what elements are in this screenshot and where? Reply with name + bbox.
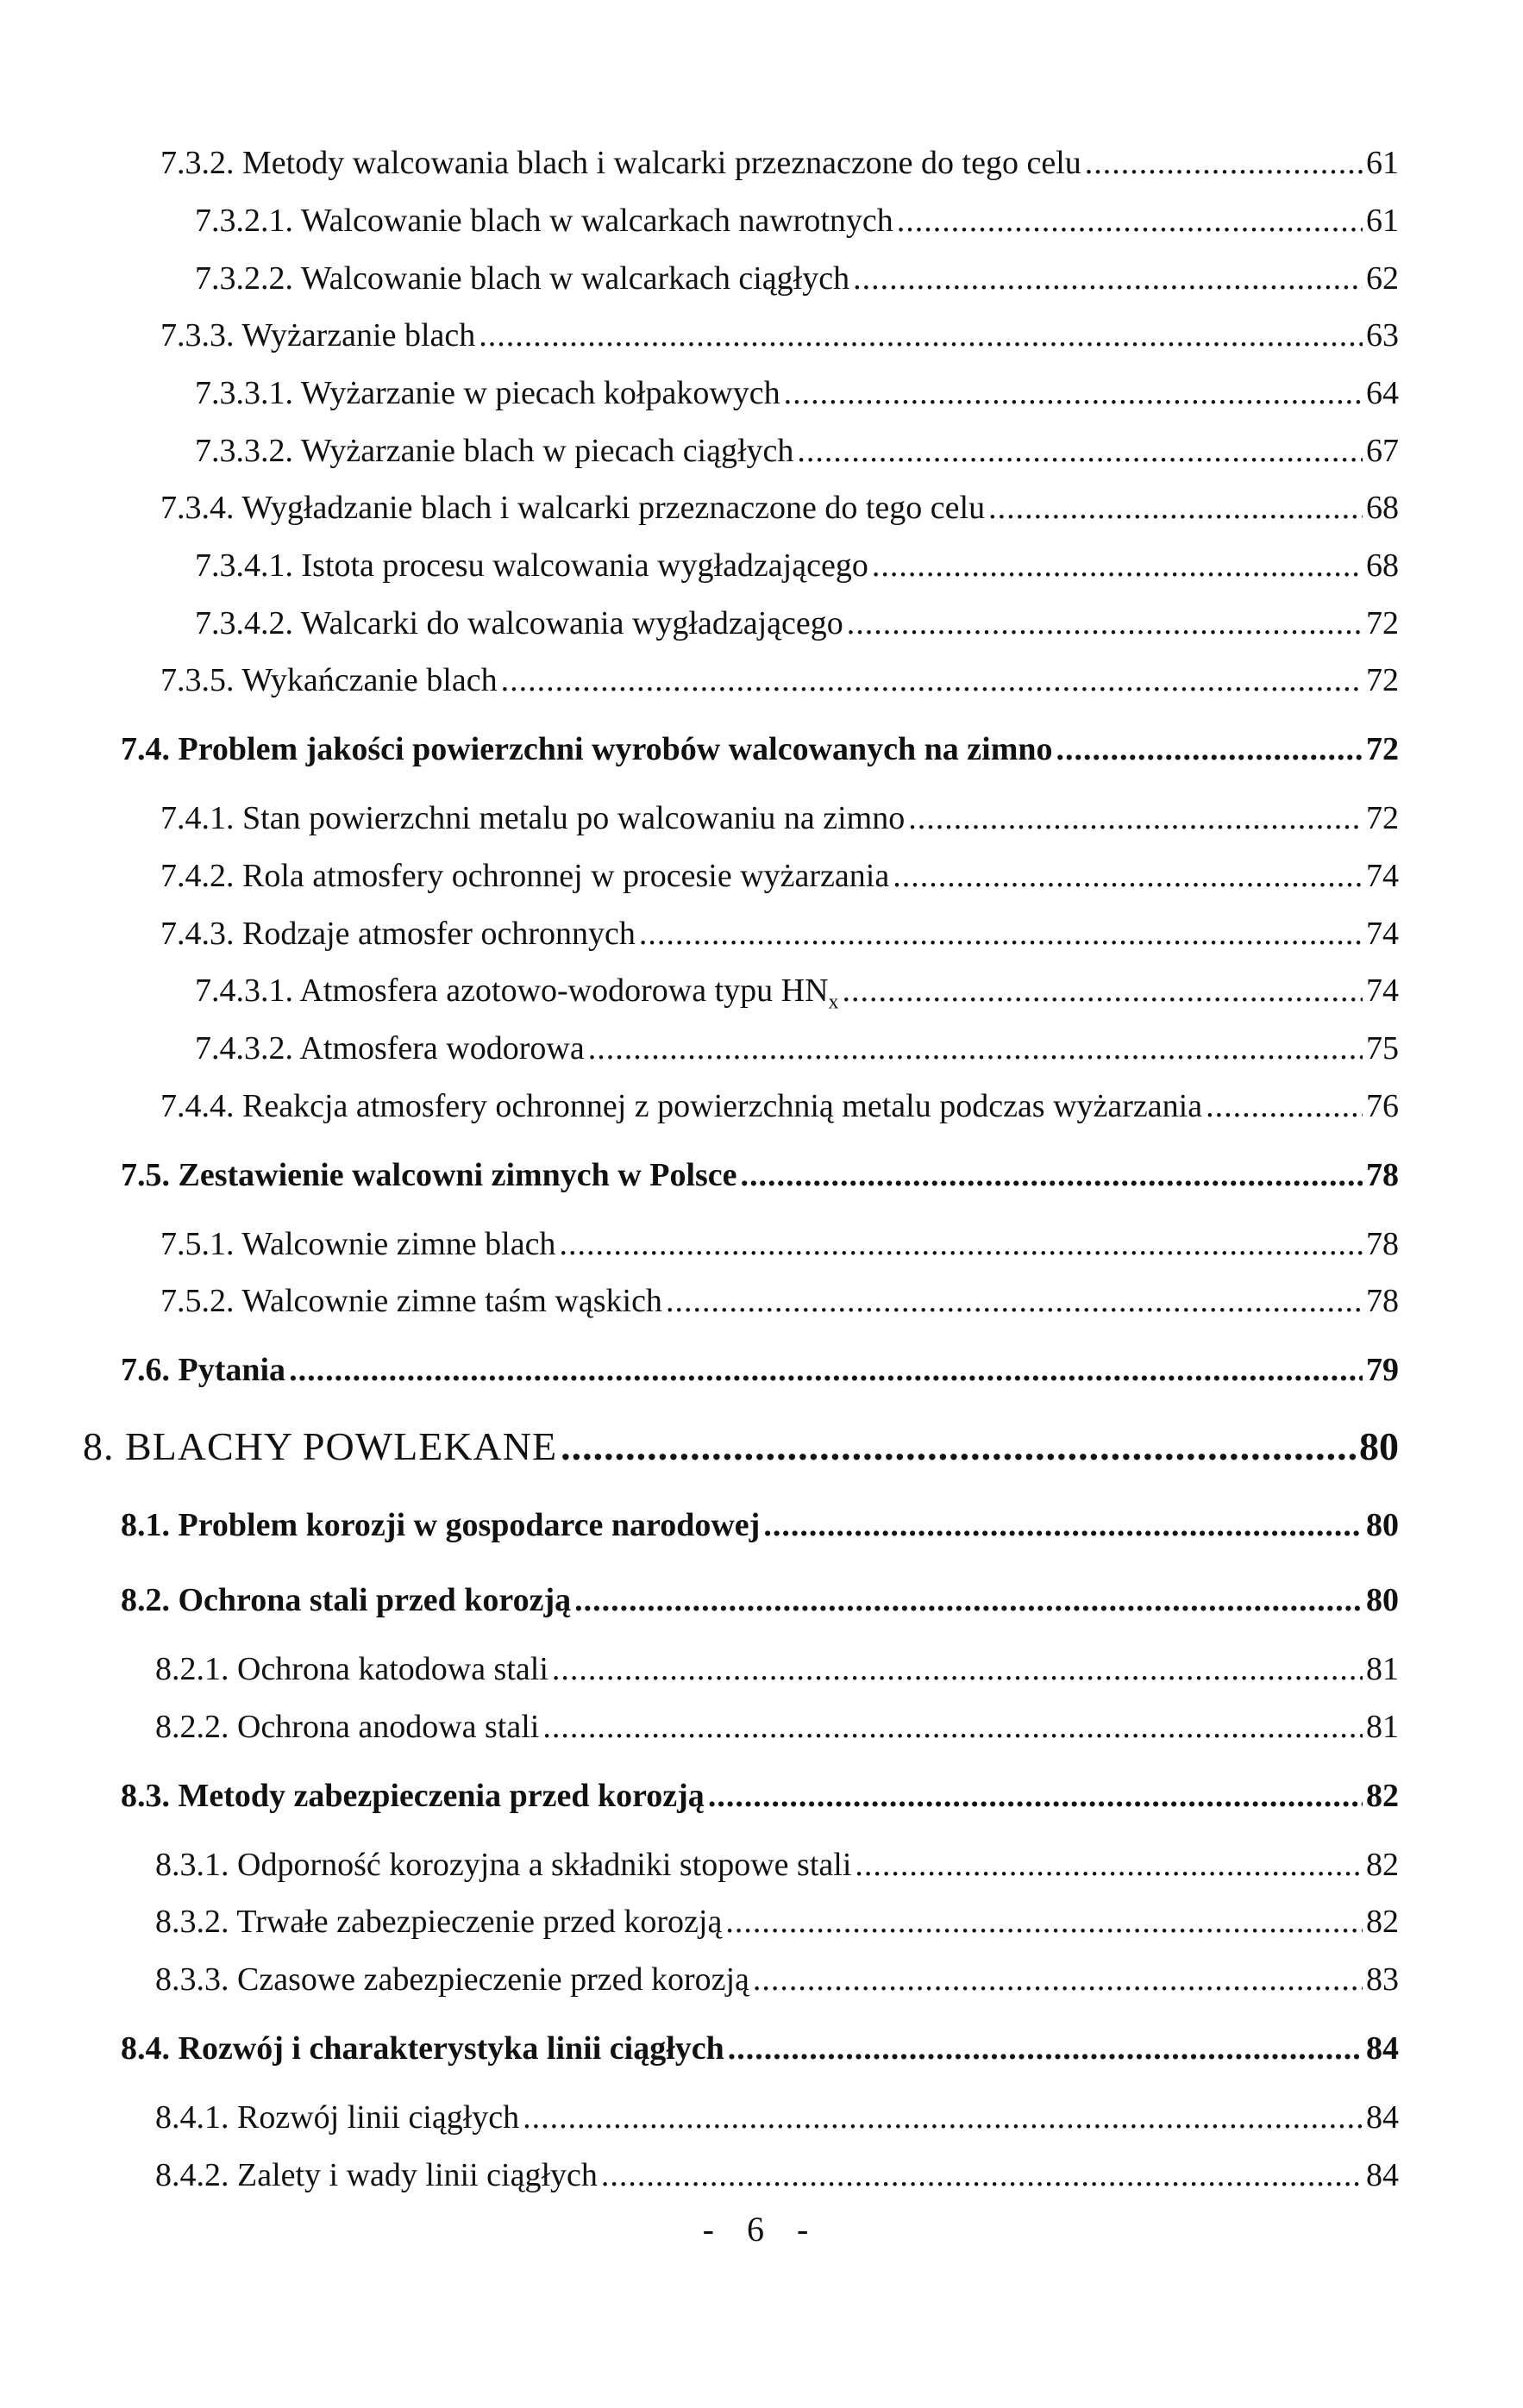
toc-entry-page: 72: [1366, 605, 1399, 641]
toc-entry: [160, 1224, 1399, 1264]
dot-leader: [893, 856, 1363, 896]
toc-chapter-label: 8. BLACHY POWLEKANE: [83, 1424, 558, 1468]
toc-entry-label: 8.2. Ochrona stali przed korozją: [121, 1582, 572, 1618]
dot-leader: [559, 1224, 1363, 1264]
toc-entry: [195, 201, 1399, 241]
toc-entry-label: 7.3.4. Wygładzanie blach i walcarki przeznaczone do tego celu: [160, 490, 986, 526]
dot-leader: [725, 1902, 1363, 1942]
dot-leader: [784, 373, 1363, 413]
toc-entry-label: 7.4. Problem jakości powierzchni wyrobów walcowanych na zimno: [121, 731, 1053, 767]
toc-section: [121, 1776, 1399, 1816]
dot-leader: [728, 2029, 1363, 2068]
toc-entry-page: 84: [1366, 2157, 1399, 2193]
toc-entry-page: 75: [1366, 1030, 1399, 1066]
toc-entry-page: 81: [1366, 1709, 1399, 1745]
toc-entry-label: 8.4.2. Zalety i wady linii ciągłych: [155, 2157, 598, 2193]
toc-section: [121, 1155, 1399, 1195]
toc-entry-page: 80: [1366, 1582, 1399, 1618]
toc-entry-label: 7.3.3.2. Wyżarzanie blach w piecach ciągłych: [195, 433, 794, 469]
toc-entry-page: 61: [1366, 145, 1399, 181]
dot-leader: [988, 488, 1363, 528]
dot-leader: [1085, 143, 1363, 183]
dot-leader: [666, 1281, 1363, 1321]
toc-entry-page: 72: [1366, 800, 1399, 836]
toc-entry: [155, 2098, 1399, 2137]
dot-leader: [897, 201, 1363, 241]
dot-leader: [561, 1423, 1356, 1471]
toc-entry: [160, 798, 1399, 838]
dot-leader: [741, 1155, 1363, 1195]
toc-entry-label: 8.4.1. Rozwój linii ciągłych: [155, 2099, 520, 2136]
page-number: - 6 -: [702, 2210, 821, 2249]
toc-entry-page: 78: [1366, 1157, 1399, 1193]
toc-entry: [160, 1086, 1399, 1126]
toc-entry: [155, 2155, 1399, 2195]
toc-entry-label: 7.3.4.1. Istota procesu walcowania wygładzającego: [195, 547, 868, 584]
toc-entry-label: 8.2.1. Ochrona katodowa stali: [155, 1651, 548, 1687]
toc-chapter: [83, 1423, 1399, 1471]
toc-entry-page: 80: [1366, 1507, 1399, 1543]
toc-entry: [195, 431, 1399, 471]
toc-entry-page: 72: [1366, 731, 1399, 767]
subscript: x: [828, 991, 839, 1014]
toc-entry-page: 76: [1366, 1088, 1399, 1124]
toc-entry: [160, 143, 1399, 183]
toc-entry-label: 7.3.4.2. Walcarki do walcowania wygładzającego: [195, 605, 843, 641]
toc-entry-label: 7.4.3. Rodzaje atmosfer ochronnych: [160, 916, 636, 952]
toc-entry: [160, 1281, 1399, 1321]
toc-entry-label: 7.3.2.1. Walcowanie blach w walcarkach nawrotnych: [195, 203, 893, 239]
toc-entry-page: 63: [1366, 317, 1399, 353]
dot-leader: [797, 431, 1363, 471]
toc-entry-label: 8.3. Metody zabezpieczenia przed korozją: [121, 1778, 705, 1814]
toc-entry: [155, 1649, 1399, 1689]
toc-entry-page: 74: [1366, 858, 1399, 894]
dot-leader: [847, 604, 1363, 643]
dot-leader: [523, 2098, 1363, 2137]
dot-leader: [552, 1649, 1363, 1689]
toc-entry-page: 79: [1366, 1352, 1399, 1388]
toc-entry-label: 7.6. Pytania: [121, 1352, 286, 1388]
toc-entry-page: 82: [1366, 1904, 1399, 1940]
toc-entry-page: 78: [1366, 1226, 1399, 1262]
dot-leader: [843, 971, 1363, 1010]
toc-entry-label: 8.3.2. Trwałe zabezpieczenie przed korozją: [155, 1904, 723, 1940]
dot-leader: [542, 1707, 1363, 1747]
toc-entry: [160, 488, 1399, 528]
toc-entry-page: 82: [1366, 1778, 1399, 1814]
dot-leader: [855, 1845, 1363, 1885]
toc-entry: [195, 259, 1399, 298]
toc-entry-label: 7.4.2. Rola atmosfery ochronnej w procesie wyżarzania: [160, 858, 890, 894]
toc-entry-page: 78: [1366, 1283, 1399, 1319]
dot-leader: [479, 316, 1363, 355]
toc-section: [121, 1580, 1399, 1620]
toc-entry: [155, 1960, 1399, 1999]
dot-leader: [501, 660, 1363, 700]
toc-entry-label: 7.5.2. Walcownie zimne taśm wąskich: [160, 1283, 662, 1319]
toc-entry-page: 84: [1366, 2030, 1399, 2067]
toc-entry-page: 81: [1366, 1651, 1399, 1687]
toc-entry-page: 84: [1366, 2099, 1399, 2136]
toc-entry: [195, 546, 1399, 585]
toc-entry-label: 7.4.3.1. Atmosfera azotowo-wodorowa typu $HN_x$: [195, 973, 839, 1014]
dot-leader: [574, 1580, 1363, 1620]
toc-entry-page: 61: [1366, 203, 1399, 239]
toc-entry: [195, 1029, 1399, 1068]
toc-entry-label: 7.4.4. Reakcja atmosfery ochronnej z powierzchnią metalu podczas wyżarzania: [160, 1088, 1203, 1124]
toc-section: [121, 729, 1399, 769]
toc-entry: [155, 1707, 1399, 1747]
dot-leader: [853, 259, 1363, 298]
toc-entry: [195, 373, 1399, 413]
dot-leader: [588, 1029, 1363, 1068]
dot-leader: [763, 1505, 1363, 1545]
toc-entry-label: 7.3.5. Wykańczanie blach: [160, 662, 498, 698]
toc-entry-page: 82: [1366, 1847, 1399, 1883]
toc-entry: [155, 1845, 1399, 1885]
toc-entry-label: 7.3.2. Metody walcowania blach i walcarki przeznaczone do tego celu: [160, 145, 1081, 181]
toc-section: [121, 2029, 1399, 2068]
toc-entry-page: 64: [1366, 375, 1399, 411]
toc-entry-label: 7.3.3.1. Wyżarzanie w piecach kołpakowych: [195, 375, 780, 411]
dot-leader: [708, 1776, 1363, 1816]
toc-entry-label: 8.3.3. Czasowe zabezpieczenie przed korozją: [155, 1961, 749, 1998]
toc-entry-label: 7.5. Zestawienie walcowni zimnych w Polsce: [121, 1157, 737, 1193]
toc-entry: [195, 971, 1399, 1023]
toc-entry-label: 8.1. Problem korozji w gospodarce narodowej: [121, 1507, 761, 1543]
toc-entry-page: 67: [1366, 433, 1399, 469]
dot-leader: [601, 2155, 1363, 2195]
toc-entry-page: 74: [1366, 916, 1399, 952]
toc-entry-label: 7.3.3. Wyżarzanie blach: [160, 317, 476, 353]
toc-entry-label: 7.4.3.2. Atmosfera wodorowa: [195, 1030, 585, 1066]
toc-entry-page: 68: [1366, 490, 1399, 526]
toc-entry-page: 68: [1366, 547, 1399, 584]
toc-entry-label: 7.3.2.2. Walcowanie blach w walcarkach ciągłych: [195, 260, 850, 297]
toc-entry-label: 7.4.1. Stan powierzchni metalu po walcowaniu na zimno: [160, 800, 906, 836]
toc-entry-label: 8.4. Rozwój i charakterystyka linii ciągłych: [121, 2030, 724, 2067]
toc-entry: [195, 604, 1399, 643]
toc-entry-label: 8.3.1. Odporność korozyjna a składniki stopowe stali: [155, 1847, 852, 1883]
dot-leader: [289, 1350, 1363, 1390]
toc-entry: [160, 914, 1399, 954]
dot-leader: [639, 914, 1363, 954]
toc-entry-page: 62: [1366, 260, 1399, 297]
toc-entry: [160, 856, 1399, 896]
toc-section: [121, 1350, 1399, 1390]
toc-entry: [160, 660, 1399, 700]
toc-entry-page: 83: [1366, 1961, 1399, 1998]
dot-leader: [872, 546, 1363, 585]
toc-entry-page: 80: [1359, 1424, 1399, 1468]
dot-leader: [1056, 729, 1363, 769]
dot-leader: [908, 798, 1363, 838]
toc-entry: [160, 316, 1399, 355]
toc-entry: [155, 1902, 1399, 1942]
toc-section: [121, 1505, 1399, 1545]
toc-entry-page: 72: [1366, 662, 1399, 698]
toc-entry-label: 8.2.2. Ochrona anodowa stali: [155, 1709, 540, 1745]
dot-leader: [1206, 1086, 1363, 1126]
toc-entry-page: 74: [1366, 973, 1399, 1009]
toc-entry-label: 7.5.1. Walcownie zimne blach: [160, 1226, 556, 1262]
dot-leader: [753, 1960, 1363, 1999]
